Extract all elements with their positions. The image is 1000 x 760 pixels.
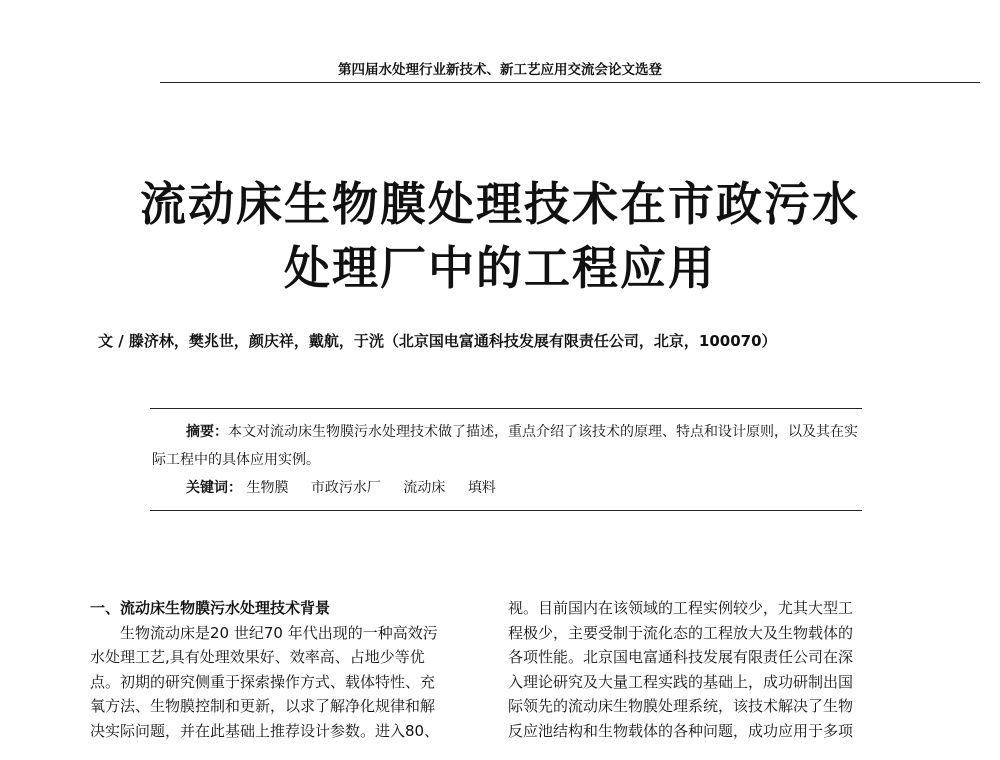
body-line: 生物流动床是20 世纪70 年代出现的一种高效污 bbox=[90, 623, 438, 642]
keywords-line bbox=[152, 474, 860, 502]
header-rule bbox=[160, 82, 980, 83]
body-line: 决实际问题，并在此基础上推荐设计参数。进入80、 bbox=[90, 721, 440, 740]
author-line: 文 / 滕济林，樊兆世，颜庆祥，戴航，于洸（北京国电富通科技发展有限责任公司，北京，100070） bbox=[98, 332, 777, 350]
body-line: 水处理工艺,具有处理效果好、效率高、占地少等优 bbox=[90, 648, 425, 666]
abstract-text: 本文对流动床生物膜污水处理技术做了描述，重点介绍了该技术的原理、特点和设计原则，以及其在实际工程中的具体应用实例。 bbox=[152, 424, 858, 468]
title-line-1: 流动床生物膜处理技术在市政污水 bbox=[140, 177, 860, 231]
abstract-block bbox=[152, 418, 860, 502]
body-line: 际领先的流动床生物膜处理系统，该技术解决了生物 bbox=[508, 697, 854, 715]
body-line: 视。目前国内在该领域的工程实例较少，尤其大型工 bbox=[508, 599, 854, 617]
abstract-paragraph bbox=[152, 418, 860, 474]
abstract-label: 摘要： bbox=[186, 424, 228, 440]
body-column-left bbox=[90, 596, 474, 743]
body-line: 程极少，主要受制于流化态的工程放大及生物载体的 bbox=[508, 623, 854, 642]
paper-title bbox=[0, 172, 1000, 300]
keyword: 生物膜 bbox=[246, 480, 289, 496]
abstract-top-rule bbox=[150, 408, 862, 409]
body-line: 氧方法、生物膜控制和更新，以求了解净化规律和解 bbox=[90, 697, 436, 715]
body-line: 点。初期的研究侧重于探索操作方式、载体特性、充 bbox=[90, 672, 436, 691]
title-line-2: 处理厂中的工程应用 bbox=[284, 241, 716, 295]
keyword: 填料 bbox=[467, 480, 496, 496]
section-heading: 一、流动床生物膜污水处理技术背景 bbox=[90, 599, 331, 617]
body-line: 各项性能。北京国电富通科技发展有限责任公司在深 bbox=[508, 648, 854, 666]
running-head: 第四届水处理行业新技术、新工艺应用交流会论文选登 bbox=[338, 62, 662, 78]
keyword: 市政污水厂 bbox=[310, 480, 381, 496]
keywords-label: 关键词： bbox=[186, 480, 242, 496]
body-line: 入理论研究及大量工程实践的基础上，成功研制出国 bbox=[508, 672, 854, 691]
keyword: 流动床 bbox=[403, 480, 446, 496]
body-column-right bbox=[508, 596, 928, 743]
body-line: 反应池结构和生物载体的各种问题，成功应用于多项 bbox=[508, 721, 854, 740]
abstract-bottom-rule bbox=[150, 510, 862, 511]
